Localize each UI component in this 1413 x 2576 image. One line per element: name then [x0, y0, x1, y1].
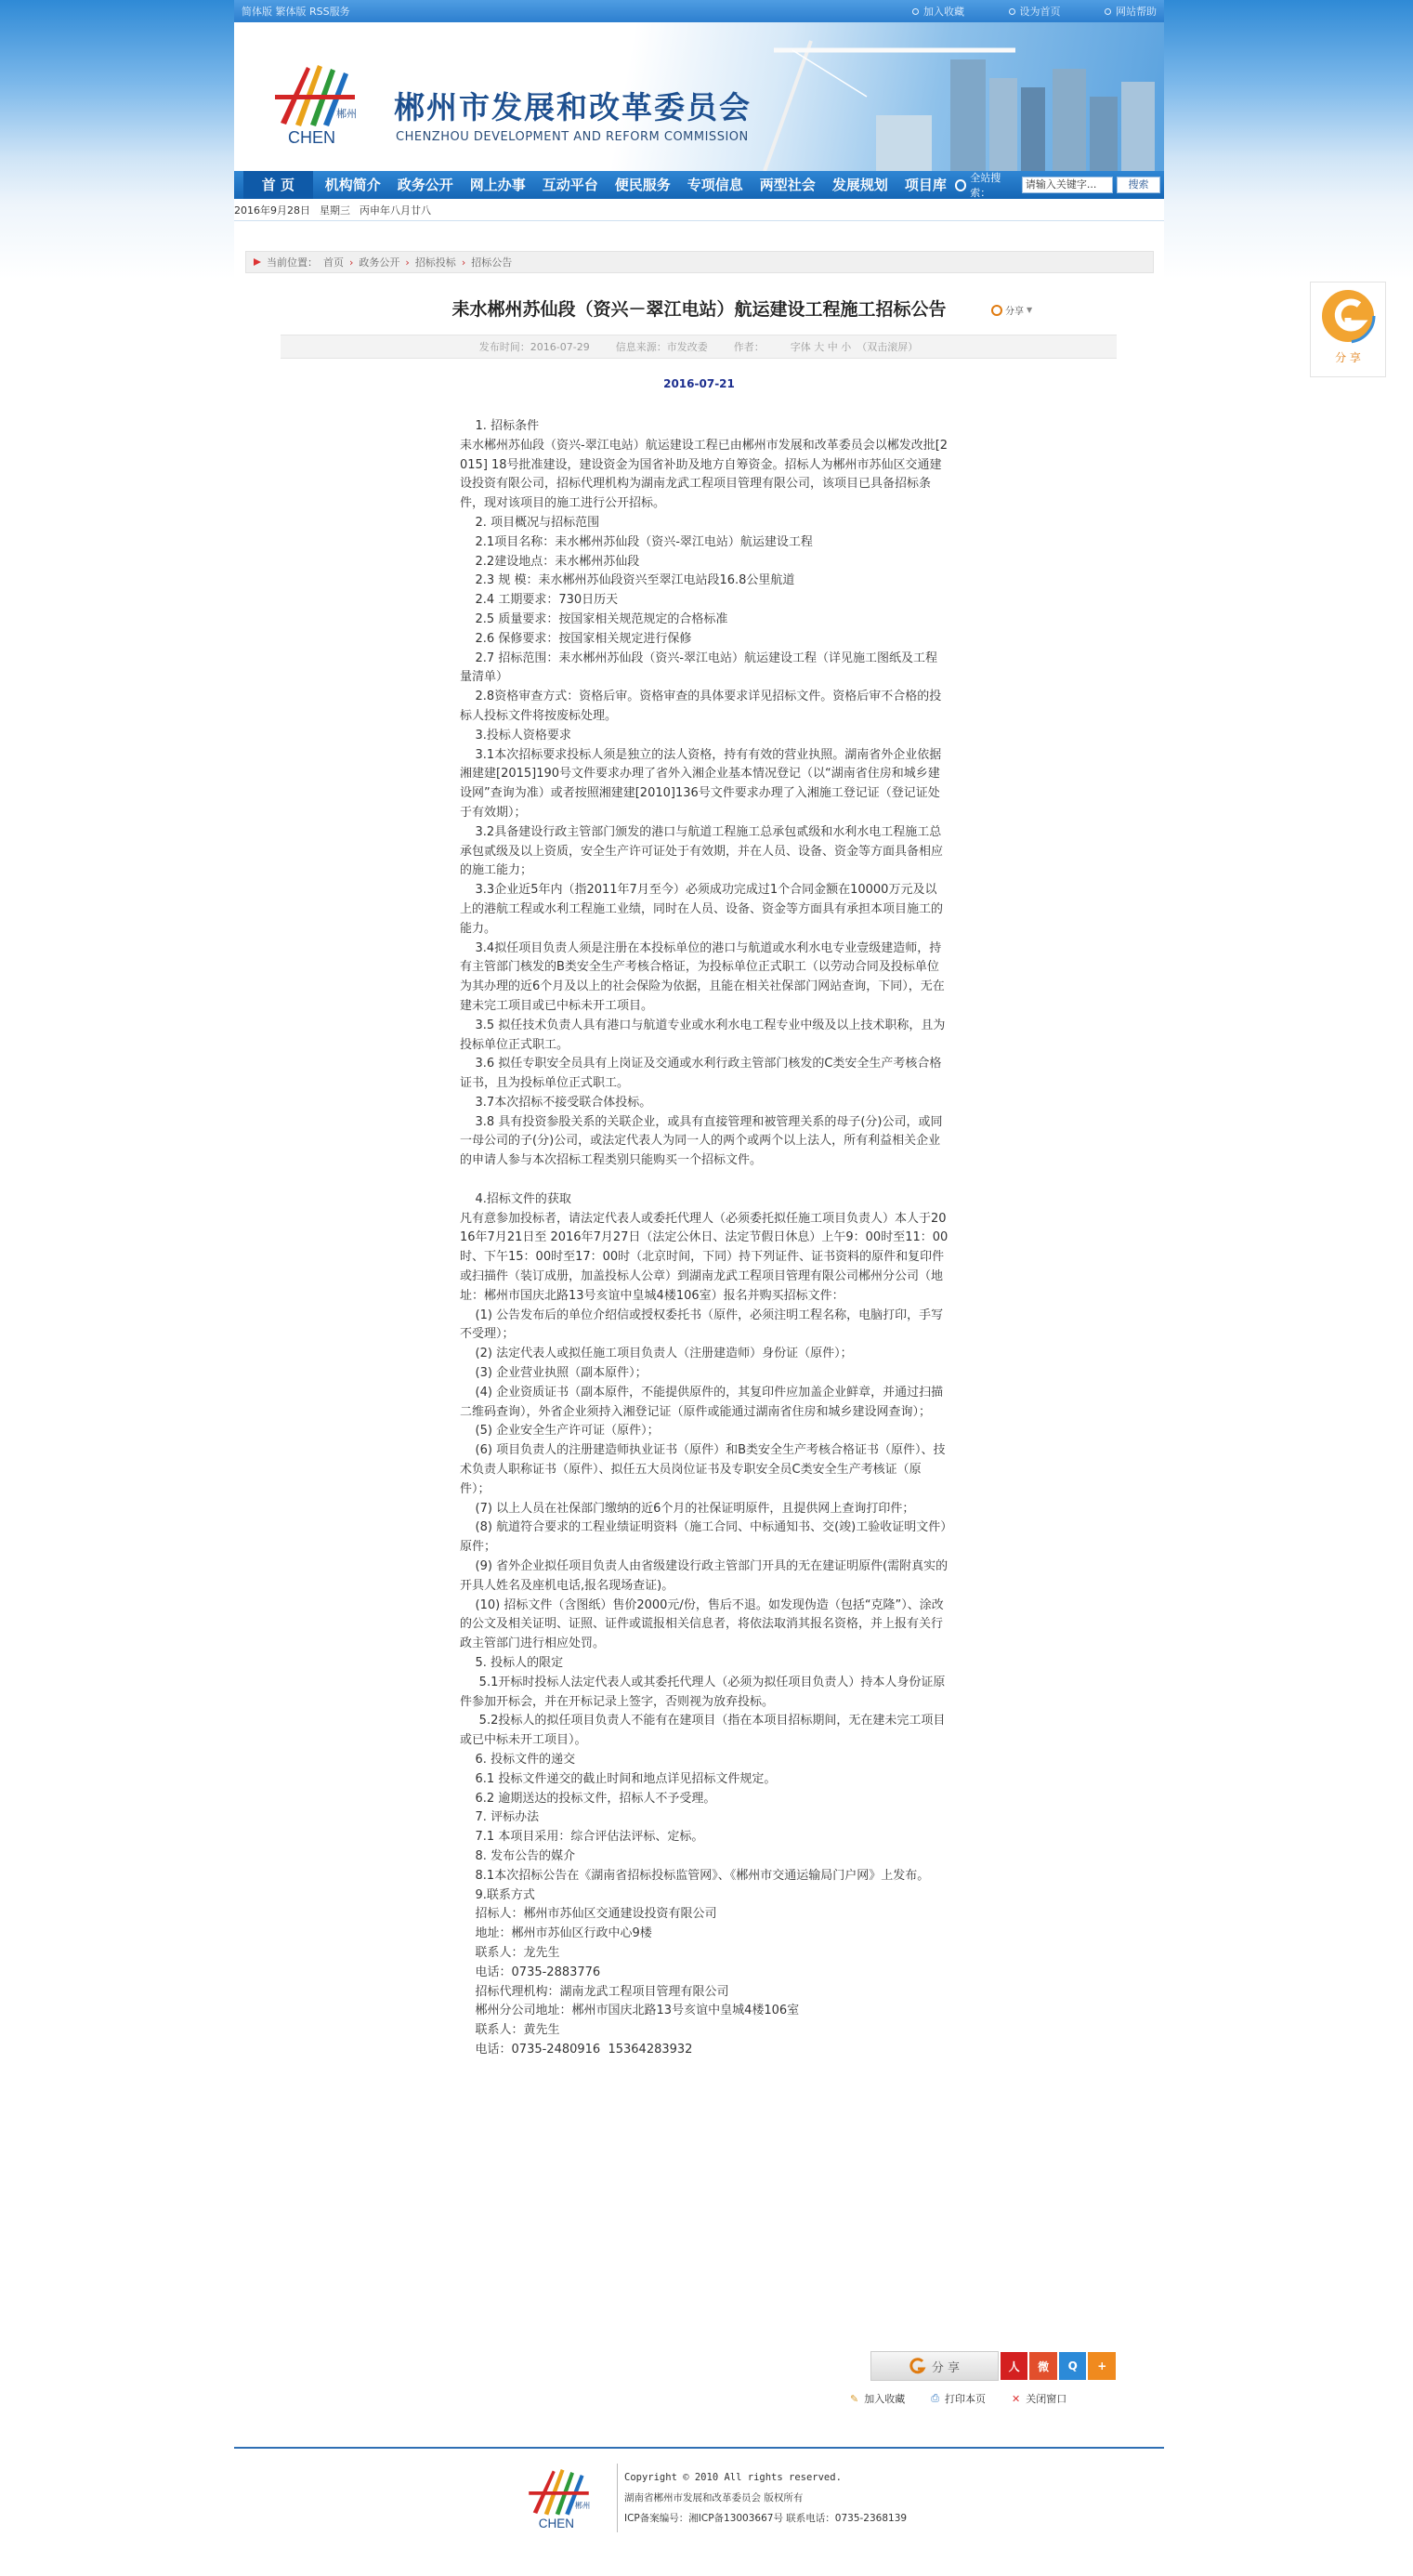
share-dropdown[interactable]	[991, 303, 1032, 317]
article-paragraph: 电话：0735-2883776	[460, 1965, 601, 1979]
article-paragraph: 5. 投标人的限定	[460, 1656, 564, 1670]
article-paragraph: 耒水郴州苏仙段（资兴-翠江电站）航运建设工程已由郴州市发展和改革委员会以郴发改批[2015] 18号批准建设，建设资金为国省补助及地方自筹资金。招标人为郴州市苏仙区交通建设投资有限公司，招标代理机构为湖南龙武工程项目管理有限公司，该项目已具备招标条件，现对该项目的施工进行公开招标。	[460, 438, 949, 511]
article-content	[460, 417, 949, 2060]
double-click-scroll: （双击滚屏）	[857, 341, 919, 353]
nav-gov-affairs[interactable]: 政务公开	[397, 177, 453, 193]
article-paragraph: (6) 项目负责人的注册建造师执业证书（原件）和B类安全生产考核合格证书（原件）、技术负责人职称证书（原件）、拟任五大员岗位证书及专职安全员C类安全生产考核证（原件）；	[460, 1443, 946, 1496]
breadcrumb-bidding[interactable]: 招标投标	[414, 256, 456, 269]
footer-org: 湖南省郴州市发展和改革委员会 版权所有	[624, 2492, 804, 2504]
breadcrumb-separator: ›	[349, 256, 354, 269]
article-paragraph: 2.1项目名称：耒水郴州苏仙段（资兴-翠江电站）航运建设工程	[460, 534, 813, 549]
share-bar-label: 分 享	[931, 2360, 960, 2375]
article-paragraph: 地址：郴州市苏仙区行政中心9楼	[460, 1926, 652, 1941]
close-icon: ✕	[1012, 2392, 1021, 2405]
print-icon: ⎙	[931, 2392, 940, 2404]
article-date: 2016-07-21	[663, 377, 735, 390]
article-paragraph: 3.2具备建设行政主管部门颁发的港口与航道工程施工总承包贰级和水利水电工程施工总承包贰级及以上资质，安全生产许可证处于有效期，并在人员、设备、资金等方面具备相应的施工能力；	[460, 824, 944, 878]
share-qzone-icon[interactable]: Q	[1059, 2352, 1087, 2380]
nav-online-service[interactable]: 网上办事	[469, 177, 526, 193]
article-paragraph: 5.2投标人的拟任项目负责人不能有在建项目（指在本项目招标期间，无在建未完工项目或已中标未开工项目）。	[460, 1714, 946, 1748]
share-icon	[991, 305, 1002, 316]
search-button[interactable]: 搜索	[1117, 177, 1160, 193]
nav-project-db[interactable]: 项目库	[904, 177, 947, 193]
nav-about[interactable]: 机构简介	[324, 177, 381, 193]
breadcrumb-home[interactable]: 首页	[323, 256, 344, 269]
main-nav	[234, 171, 1164, 199]
article-paragraph: 8. 发布公告的媒介	[460, 1848, 576, 1863]
article-paragraph: 8.1本次招标公告在《湖南省招标投标监管网》、《郴州市交通运输局门户网》上发布。	[460, 1868, 930, 1883]
footer-copyright: Copyright © 2010 All rights reserved.	[624, 2472, 842, 2483]
article-paragraph: 2.7 招标范围：耒水郴州苏仙段（资兴-翠江电站）航运建设工程（详见施工图纸及工程量清单）	[460, 651, 938, 685]
author: 作者：	[733, 341, 765, 353]
article-paragraph: 招标代理机构：湖南龙武工程项目管理有限公司	[460, 1984, 729, 1999]
article-title: 耒水郴州苏仙段（资兴－翠江电站）航运建设工程施工招标公告	[451, 299, 947, 320]
breadcrumb-bid-notice[interactable]: 招标公告	[471, 256, 513, 269]
search-label: 全站搜索：	[970, 172, 1001, 199]
article-meta	[281, 335, 1117, 359]
article-paragraph: 2. 项目概况与招标范围	[460, 515, 600, 530]
nav-interaction[interactable]: 互动平台	[542, 177, 598, 193]
print-page-label: 打印本页	[945, 2393, 987, 2405]
article-paragraph: 3.8 具有投资参股关系的关联企业，或具有直接管理和被管理关系的母子(分)公司，或同一母公司的子(分)公司，或法定代表人为同一人的两个或两个以上法人，所有利益相关企业的申请人参与本次招标工程类别只能购买一个招标文件。	[460, 1114, 943, 1168]
breadcrumb-separator: ›	[461, 256, 466, 269]
breadcrumb	[245, 251, 1154, 273]
location-arrow-icon	[254, 258, 261, 266]
site-logo[interactable]	[269, 58, 372, 151]
article-paragraph: (9) 省外企业拟任项目负责人由省级建设行政主管部门开具的无在建证明原件(需附真实的开具人姓名及座机电话,报名现场查证)。	[460, 1559, 949, 1593]
chevron-down-icon: ▼	[1027, 306, 1033, 314]
publish-time: 发布时间：2016-07-29	[478, 341, 590, 353]
svg-text:CHEN: CHEN	[288, 128, 336, 147]
top-utility-bar	[234, 0, 1164, 22]
share-weibo-icon[interactable]: 微	[1029, 2352, 1057, 2380]
article-paragraph: 5.1开标时投标人法定代表人或其委托代理人（必须为拟任项目负责人）持本人身份证原件参加开标会，并在开标记录上签字，否则视为放弃投标。	[460, 1675, 946, 1709]
article-paragraph: 3.投标人资格要求	[460, 728, 571, 743]
article-paragraph: (3) 企业营业执照（副本原件）；	[460, 1366, 648, 1381]
help-icon	[1105, 8, 1111, 15]
breadcrumb-separator: ›	[405, 256, 410, 269]
article-paragraph: 招标人：郴州市苏仙区交通建设投资有限公司	[460, 1907, 717, 1922]
favorite-icon: ✎	[850, 2392, 859, 2405]
article-paragraph: (7) 以上人员在社保部门缴纳的近6个月的社保证明原件，且提供网上查询打印件；	[460, 1501, 915, 1516]
svg-text:CHEN: CHEN	[538, 2517, 575, 2530]
add-favorite-label: 加入收藏	[864, 2393, 906, 2405]
print-page-action[interactable]	[931, 2391, 986, 2406]
article-paragraph: 3.4拟任项目负责人须是注册在本投标单位的港口与航道或水利水电专业壹级建造师，持有主管部门核发的B类安全生产考核合格证，为投标单位正式职工（以劳动合同及投标单位为其办理的近6个月及以上的社会保险为依据，且能在相关社保部门网站查询，下同），无在建未完工项目或已中标未开工项目。	[460, 940, 945, 1013]
article-paragraph: 2.2建设地点：耒水郴州苏仙段	[460, 554, 640, 569]
nav-planning[interactable]: 发展规划	[831, 177, 888, 193]
article-paragraph: (1) 公告发布后的单位介绍信或授权委托书（原件，必须注明工程名称，电脑打印，手写不受理）；	[460, 1308, 944, 1342]
search-icon	[955, 179, 966, 191]
site-title: 郴州市发展和改革委员会	[394, 89, 752, 125]
article-paragraph: (5) 企业安全生产许可证（原件）；	[460, 1424, 660, 1439]
article-paragraph	[460, 1171, 949, 1190]
current-date: 2016年9月28日	[234, 204, 310, 217]
article-paragraph: 2.4 工期要求：730日历天	[460, 593, 619, 608]
article-paragraph: 2.3 规 模：耒水郴州苏仙段资兴至翠江电站段16.8公里航道	[460, 573, 795, 588]
article-paragraph: 3.5 拟任技术负责人具有港口与航道专业或水利水电工程专业中级及以上技术职称，且为投标单位正式职工。	[460, 1018, 946, 1052]
share-more-icon[interactable]: +	[1088, 2352, 1116, 2380]
article-paragraph: 3.6 拟任专职安全员具有上岗证及交通或水利行政主管部门核发的C类安全生产考核合格证书，且为投标单位正式职工。	[460, 1057, 942, 1091]
info-source: 信息来源：市发改委	[615, 341, 708, 353]
nav-home[interactable]: 首 页	[243, 171, 313, 199]
share-logo-icon	[1317, 283, 1379, 348]
article-paragraph: (8) 航道符合要求的工程业绩证明资料（施工合同、中标通知书、交(竣)工验收证明文件）原件；	[460, 1520, 947, 1555]
article-paragraph: (10) 招标文件（含图纸）售价2000元/份，售后不退。如发现伪造（包括“克隆”）、涂改的公文及相关证明、证照、证件或谎报相关信息者，将依法取消其报名资格，并上报有关行政主管部门进行相应处罚。	[460, 1597, 944, 1651]
favorite-icon	[912, 8, 919, 15]
nav-public-service[interactable]: 便民服务	[614, 177, 671, 193]
article-paragraph: 联系人：黄先生	[460, 2023, 560, 2038]
lunar-date: 丙申年八月廿八	[360, 204, 431, 217]
city-skyline-illustration	[737, 22, 1164, 171]
close-window-label: 关闭窗口	[1026, 2393, 1067, 2405]
svg-text:郴州: 郴州	[574, 2501, 591, 2510]
floating-share-label: 分 享	[1335, 351, 1361, 364]
article-paragraph: 3.1本次招标要求投标人须是独立的法人资格，持有有效的营业执照。湖南省外企业依据湘建建[2015]190号文件要求办理了省外入湘企业基本情况登记（以“湖南省住房和城乡建设网”查询为准）或者按照湘建建[2010]136号文件要求办理了入湘施工登记证（登记证处于有效期）；	[460, 747, 942, 820]
article-paragraph: (4) 企业资质证书（副本原件，不能提供原件的，其复印件应加盖企业鲜章，并通过扫描二维码查询），外省企业须持入湘登记证（原件或能通过湖南省住房和城乡建设网查询）；	[460, 1385, 944, 1419]
search-input[interactable]: 请输入关键字...	[1022, 177, 1113, 193]
article-paragraph: 6.2 逾期送达的投标文件，招标人不予受理。	[460, 1791, 716, 1806]
date-bar	[234, 199, 1164, 221]
share-icon	[909, 2358, 926, 2374]
home-icon	[1009, 8, 1015, 15]
floating-share-widget[interactable]	[1310, 282, 1386, 377]
share-label: 分享	[1005, 307, 1024, 317]
breadcrumb-gov-affairs[interactable]: 政务公开	[359, 256, 400, 269]
add-favorite-link[interactable]: 加入收藏	[912, 4, 964, 19]
footer-icp[interactable]: ICP备案编号：湘ICP备13003667号 联系电话：0735-2368139	[624, 2513, 908, 2524]
article-paragraph: 联系人：龙先生	[460, 1945, 560, 1960]
topbar-lang-links[interactable]: 简体版 繁体版 RSS服务	[242, 6, 350, 18]
article-paragraph: 凡有意参加投标者，请法定代表人或委托代理人（必须委托拟任施工项目负责人）本人于2016年7月21日至 2016年7月27日（法定公休日、法定节假日休息）上午9：00时至11：00时、下午15：00时至17：00时（北京时间，下同）持下列证件、证书资料的原件和复印件或扫描件（装订成册，加盖投标人公章）到湖南龙武工程项目管理有限公司郴州分公司（地址：郴州市国庆北路13号亥谊中皇城4楼106室）报名并购买招标文件：	[460, 1211, 949, 1303]
footer-text	[624, 2467, 907, 2529]
page-actions	[850, 2391, 1066, 2406]
close-window-action[interactable]	[1012, 2391, 1066, 2406]
font-size-control[interactable]: 字体 大 中 小	[790, 341, 852, 353]
footer-logo	[522, 2464, 604, 2533]
article-paragraph: 郴州分公司地址：郴州市国庆北路13号亥谊中皇城4楼106室	[460, 2004, 800, 2018]
set-homepage-link[interactable]: 设为首页	[1009, 4, 1061, 19]
article-paragraph: 6.1 投标文件递交的截止时间和地点详见招标文件规定。	[460, 1771, 777, 1786]
article-paragraph: 2.8资格审查方式：资格后审。资格审查的具体要求详见招标文件。资格后审不合格的投标人投标文件将按废标处理。	[460, 690, 942, 723]
article-paragraph: 3.7本次招标不接受联合体投标。	[460, 1095, 652, 1110]
site-search	[955, 170, 1164, 200]
site-help-link[interactable]: 网站帮助	[1105, 4, 1157, 19]
breadcrumb-label: 当前位置：	[267, 256, 318, 269]
article-paragraph: 7. 评标办法	[460, 1810, 540, 1825]
footer-divider	[617, 2464, 618, 2532]
share-button[interactable]	[870, 2351, 999, 2381]
add-favorite-action[interactable]	[850, 2391, 905, 2406]
article-paragraph: 9.联系方式	[460, 1887, 535, 1902]
article-paragraph: 3.3企业近5年内（指2011年7月至今）必须成功完成过1个合同金额在10000万元及以上的港航工程或水利工程施工业绩，同时在人员、设备、资金等方面具有承担本项目施工的能力。	[460, 883, 944, 936]
footer	[234, 2447, 1164, 2576]
current-weekday: 星期三	[320, 204, 350, 217]
share-renren-icon[interactable]: 人	[1001, 2352, 1028, 2380]
svg-text:郴州: 郴州	[336, 108, 357, 120]
article-paragraph: 4.招标文件的获取	[460, 1191, 571, 1206]
article-paragraph: 电话：0735-2480916 15364283932	[460, 2042, 693, 2057]
share-bar	[870, 2351, 1116, 2381]
page-wrapper	[234, 0, 1164, 2576]
nav-two-type-society[interactable]: 两型社会	[759, 177, 816, 193]
article-paragraph: 2.5 质量要求：按国家相关规范规定的合格标准	[460, 611, 728, 626]
site-subtitle: CHENZHOU DEVELOPMENT AND REFORM COMMISSION	[396, 130, 749, 144]
nav-special-info[interactable]: 专项信息	[687, 177, 743, 193]
site-banner	[234, 22, 1164, 171]
article-paragraph: 7.1 本项目采用：综合评估法评标、定标。	[460, 1830, 704, 1845]
article-paragraph: 6. 投标文件的递交	[460, 1752, 576, 1767]
article-paragraph: 1. 招标条件	[460, 419, 540, 433]
article-paragraph: 2.6 保修要求：按国家相关规定进行保修	[460, 631, 692, 646]
article-paragraph: (2) 法定代表人或拟任施工项目负责人（注册建造师）身份证（原件）；	[460, 1347, 853, 1361]
